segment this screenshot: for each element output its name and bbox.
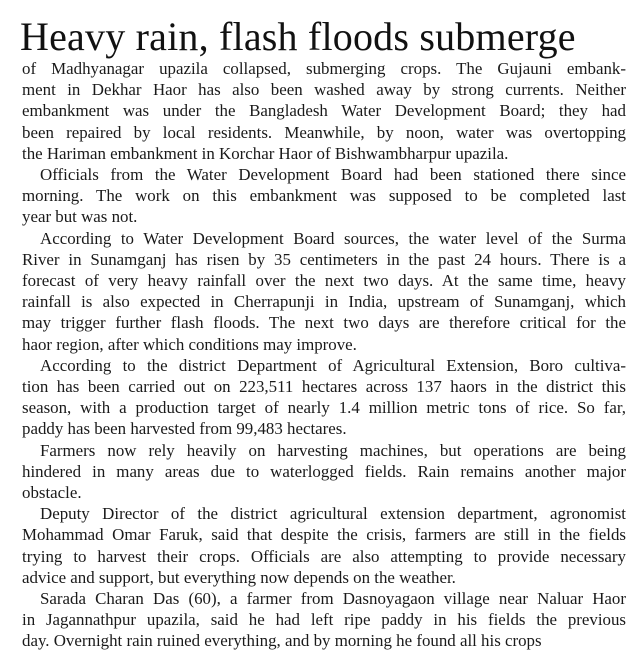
paragraph-line: hindered in many areas due to waterlogged fields. Rain remains another major bbox=[22, 461, 626, 481]
article-header bbox=[22, 14, 628, 60]
paragraph-line: of Madhyanagar upazila collapsed, submerging crops. The Gujauni embank- bbox=[22, 59, 626, 78]
article-paragraph bbox=[22, 355, 626, 440]
paragraph-line: season, with a production target of nearly 1.4 million metric tons of rice. So far, bbox=[22, 398, 626, 418]
paragraph-line: tion has been carried out on 223,511 hectares across 137 haors in the district this bbox=[22, 377, 626, 397]
paragraph-line: embankment was under the Bangladesh Water Development Board; they had bbox=[22, 101, 626, 121]
paragraph-line: trying to harvest their crops. Officials are also attempting to provide necessary bbox=[22, 546, 626, 566]
paragraph-line: in Jagannathpur upazila, said he had left ripe paddy in his fields the previous bbox=[22, 610, 626, 630]
paragraph-line: Sarada Charan Das (60), a farmer from Dasnoyagaon village near Naluar Haor bbox=[40, 589, 626, 609]
article-body bbox=[22, 58, 626, 652]
paragraph-line: rainfall is also expected in Cherrapunji in India, upstream of Sunamganj, which bbox=[22, 292, 626, 312]
paragraph-line: Mohammad Omar Faruk, said that despite the crisis, farmers are still in the fields bbox=[22, 525, 626, 545]
article-paragraph bbox=[22, 228, 626, 355]
paragraph-line: Farmers now rely heavily on harvesting machines, but operations are being bbox=[40, 440, 626, 460]
paragraph-line: Officials from the Water Development Board had been stationed there since bbox=[40, 165, 626, 185]
article-paragraph bbox=[22, 588, 626, 652]
paragraph-line: year but was not. bbox=[22, 207, 138, 227]
paragraph-line: day. Overnight rain ruined everything, and by morning he found all his crops bbox=[22, 631, 542, 651]
paragraph-line: advice and support, but everything now depends on the weather. bbox=[22, 567, 456, 587]
paragraph-line: River in Sunamganj has risen by 35 centimeters in the past 24 hours. There is a bbox=[22, 249, 626, 269]
paragraph-line: paddy has been harvested from 99,483 hectares. bbox=[22, 419, 347, 439]
paragraph-line: haor region, after which conditions may improve. bbox=[22, 334, 357, 354]
paragraph-line: morning. The work on this embankment was supposed to be completed last bbox=[22, 186, 626, 206]
paragraph-line: According to Water Development Board sources, the water level of the Surma bbox=[40, 228, 626, 248]
paragraph-line: obstacle. bbox=[22, 483, 82, 503]
paragraph-line: forecast of very heavy rainfall over the next two days. At the same time, heavy bbox=[22, 271, 626, 291]
article-paragraph bbox=[22, 503, 626, 588]
paragraph-line: ment in Dekhar Haor has also been washed away by strong currents. Neither bbox=[22, 80, 626, 100]
paragraph-line: According to the district Department of Agricultural Extension, Boro cultiva- bbox=[40, 355, 626, 375]
paragraph-line: may trigger further flash floods. The next two days are therefore critical for the bbox=[22, 313, 626, 333]
article-paragraph bbox=[22, 164, 626, 228]
headline: Heavy rain, flash floods submerge bbox=[20, 14, 576, 59]
article-paragraph bbox=[22, 58, 626, 164]
paragraph-line: the Hariman embankment in Korchar Haor of Bishwambharpur upazila. bbox=[22, 143, 509, 163]
paragraph-line: been repaired by local residents. Meanwhile, by noon, water was overtopping bbox=[22, 122, 626, 142]
article-paragraph bbox=[22, 440, 626, 504]
paragraph-line: Deputy Director of the district agricultural extension department, agronomist bbox=[40, 504, 626, 524]
